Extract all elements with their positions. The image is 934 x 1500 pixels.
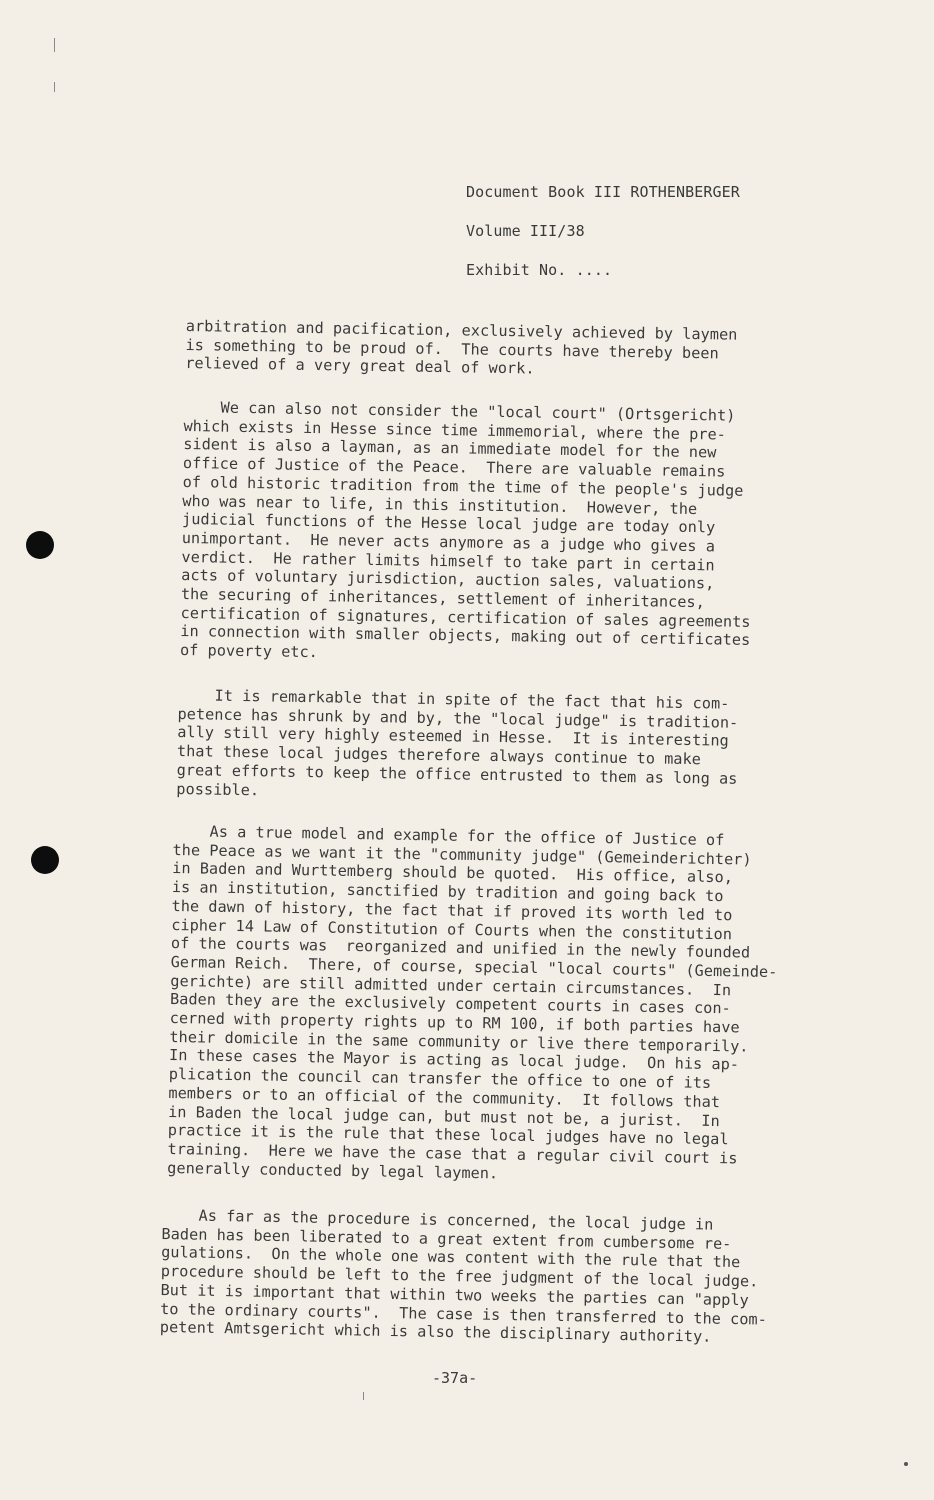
- paragraph-procedure: As far as the procedure is concerned, the local judge in Baden has been liberated to a great extent from cumbersome re- gulations. On the whole one was content with the rule that the procedure should be left to the free judgment of the local judge. But it is important that within two weeks the parties can "apply to the ordinary courts". The case is then transferred to the com- petent Amtsgericht which is also the disciplinary authority.: [159, 1206, 768, 1346]
- document-book-line: Document Book III ROTHENBERGER: [466, 183, 740, 201]
- paragraph-local-court-hesse: We can also not consider the "local court" (Ortsgericht) which exists in Hesse since time immemorial, where the pre- sident is also a layman, as an immediate model for the new office of Justice of the Peace. There are valuable remains of old historic tradition from the time of the people's judge who was near to life, in this institution. However, the judicial functions of the Hesse local judge are today only unimportant. He never acts anymore as a judge who gives a verdict. He rather limits himself to take part in certain acts of voluntary jurisdiction, auction sales, valuations, the securing of inheritances, settlement of inheritances, certification of signatures, certification of sales agreements in connection with smaller objects, making out of certificates of poverty etc.: [179, 398, 751, 662]
- edge-mark: [54, 38, 55, 52]
- volume-line: Volume III/38: [466, 222, 585, 240]
- exhibit-line: Exhibit No. ....: [466, 261, 613, 279]
- ink-speck: [363, 1392, 364, 1400]
- paragraph-arbitration: arbitration and pacification, exclusively achieved by laymen is something to be proud of. The courts have thereby been relieved of a very great deal of work.: [185, 317, 738, 378]
- paragraph-community-judge: As a true model and example for the office of Justice of the Peace as we want it the "community judge" (Gemeinderichter) in Baden and Wurttemberg should be quoted. His office, also, is an institution, sanctified by tradition and going back to the dawn of history, the fact that if proved its worth led to cipher 14 Law of Constitution of Courts when the constitution of the courts was reorganized and unified in the newly founded German Reich. There, of course, special "local courts" (Gemeinde- gerichte) are still admitted under certain circumstances. In Baden they are the exclusively competent courts in cases con- cerned with property rights up to RM 100, if both parties have their domicile in the same community or live there temporarily. In these cases the Mayor is acting as local judge. On his ap- plication the council can transfer the office to one of its members or to an official of the community. It follows that in Baden the local judge can, but must not be, a jurist. In practice it is the rule that these local judges have no legal training. Here we have the case that a regular civil court is generally conducted by legal laymen.: [167, 822, 778, 1183]
- punch-hole: [26, 531, 54, 559]
- punch-hole: [31, 846, 59, 874]
- paragraph-local-judge-esteem: It is remarkable that in spite of the fact that his com- petence has shrunk by and by, the "local judge" is tradition- ally still very highly esteemed in Hesse. It is interesting that these local judges therefore always continue to make great efforts to keep the office entrusted to them as long as possible.: [176, 686, 739, 799]
- ink-speck: [904, 1462, 908, 1466]
- page-number: -37a-: [432, 1369, 478, 1387]
- edge-mark: [54, 82, 55, 92]
